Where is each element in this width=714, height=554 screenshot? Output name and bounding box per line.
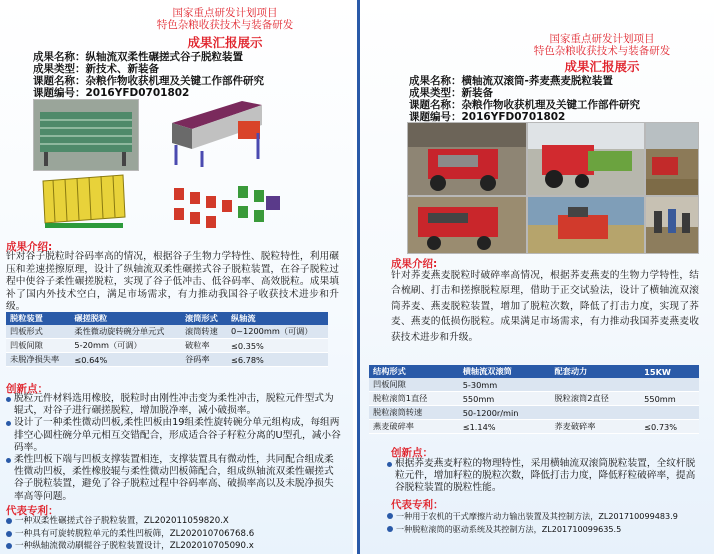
right-photo-people	[645, 196, 699, 254]
left-photo-device	[33, 99, 139, 171]
right-side-bar	[357, 0, 360, 554]
table-row: 脱粒滚筒转速 50-1200r/min	[369, 406, 699, 420]
left-intro-title: 成果介绍:	[6, 241, 53, 253]
right-header-line-1: 国家重点研发计划项目	[549, 33, 655, 45]
list-item: 一种脱粒滚筒的驱动系统及其控制方法，ZL201710099635.5	[387, 523, 678, 536]
left-innov-list	[6, 393, 343, 503]
left-th-2: 碾搓脱粒	[70, 312, 181, 325]
right-header-line-2: 特色杂粮收获技术与装备研发	[533, 45, 671, 57]
right-info	[409, 75, 640, 123]
left-render-concave	[33, 173, 133, 231]
left-header-line-1: 国家重点研发计划项目	[172, 7, 278, 19]
right-photo-machine-3	[407, 196, 527, 254]
left-th-4: 纵轴流	[227, 312, 328, 325]
right-patent-title: 代表专利：	[391, 499, 444, 511]
list-item: 一种具有可旋转脱粒单元的柔性凹板筛，ZL202010706768.6	[6, 528, 254, 541]
bullet-icon	[387, 526, 393, 532]
left-spec-table	[6, 312, 328, 367]
right-title: 成果汇报展示	[564, 59, 640, 74]
right-spec-table	[369, 365, 699, 434]
bullet-icon	[6, 421, 11, 426]
right-photo-machine-2	[527, 122, 645, 196]
right-innov-list	[387, 458, 699, 495]
left-title: 成果汇报展示	[187, 35, 263, 50]
right-header	[522, 33, 682, 57]
right-info-type: 成果类型：新装备	[409, 87, 493, 99]
list-item: 脱粒元件材料选用橡胶，脱粒时由刚性冲击变为柔性冲击，脱粒元件型式为辊式，对谷子进行碾搓脱粒，增加脱净率，减小破损率。	[6, 393, 343, 417]
right-th-4: 15KW	[640, 365, 699, 378]
list-item: 一种用于农机的干式摩擦片动力输出装置及其控制方法，ZL201710099483.9	[387, 510, 678, 523]
left-header	[150, 7, 300, 31]
bullet-icon	[6, 458, 11, 463]
right-info-code: 课题编号：2016YFD0701802	[409, 111, 566, 123]
list-item: 设计了一种柔性微动凹板,柔性凹板由19组柔性旋转碗分单元组构成，每组两排空心圆柱碗分单元相互交错配合，形成适合谷子籽粒分离的U型孔，减小谷码率。	[6, 417, 343, 454]
list-item: 一种纵轴流微动刷辊谷子脱粒装置设计，ZL202010705090.x	[6, 540, 254, 553]
right-info-name: 成果名称：横轴流双滚筒-荞麦燕麦脱粒装置	[409, 75, 613, 87]
left-patent-list	[6, 515, 254, 553]
left-render-rollers	[166, 178, 284, 234]
list-item: 柔性凹板下端与凹板支撑装置相连，支撑装置具有微动性，共同配合组成柔性微动凹板，柔性橡胶辊与柔性微动凹板筛配合，组成纵轴流双柔性碾搓式谷子脱粒装置，避免了谷子脱粒过程中谷码率高、破损率高以及未脱净损失率高等问题。	[6, 454, 343, 503]
left-render-machine	[162, 93, 279, 169]
right-patent-list	[387, 510, 678, 535]
left-innov-title: 创新点：	[6, 383, 48, 395]
bullet-icon	[6, 397, 11, 402]
right-intro-text: 针对荞麦燕麦脱粒时破碎率高情况，根据荞麦燕麦的生物力学特性，结合梳刷、打击和搓擦脱粒原理，借助于正交试验法，设计了横轴流双滚筒荞麦、燕麦脱粒装置，增加了脱粒次数，降低了打击力度，实现了荞麦、燕麦的低损伤脱粒。成果满足市场需求，有力推动我国荞麦燕麦收获技术进步和升级。	[391, 270, 699, 343]
left-info-project: 课题名称：杂粮作物收获机理及关键工作部件研究	[33, 75, 264, 87]
right-info-project: 课题名称：杂粮作物收获机理及关键工作部件研究	[409, 99, 640, 111]
left-info	[33, 51, 264, 99]
right-th-1: 结构形式	[369, 365, 459, 378]
left-th-3: 滚筒形式	[181, 312, 227, 325]
bullet-icon	[6, 531, 12, 537]
bullet-icon	[6, 543, 12, 549]
left-patent-title: 代表专利：	[6, 505, 59, 517]
right-innov-title: 创新点：	[391, 447, 433, 459]
right-th-3: 配套动力	[550, 365, 640, 378]
right-photo-harvest	[527, 196, 645, 254]
table-row: 凹板形式 柔性微动旋转碗分单元式 滚筒转速 0~1200mm（可调）	[6, 325, 328, 339]
list-item: 根据荞麦燕麦籽粒的物理特性，采用横轴流双滚筒脱粒装置，全纹杆脱粒元件，增加籽粒的脱粒次数，降低打击力度，降低籽粒破碎率，提高谷脱粒装置的脱粒性能。	[387, 458, 699, 495]
bullet-icon	[6, 518, 12, 524]
left-info-code: 课题编号：2016YFD0701802	[33, 87, 190, 99]
bullet-icon	[387, 513, 393, 519]
right-photo-field	[645, 122, 699, 196]
left-poster	[0, 0, 353, 554]
right-intro-title: 成果介绍:	[391, 258, 438, 270]
right-th-2: 横轴流双滚筒	[459, 365, 551, 378]
table-row: 未脱净损失率 ≤0.64% 谷码率 ≤6.78%	[6, 353, 328, 367]
right-photo-machine-1	[407, 122, 527, 196]
table-row: 脱粒滚筒1直径 550mm 脱粒滚筒2直径 550mm	[369, 392, 699, 406]
list-item: 一种双柔性碾搓式谷子脱粒装置，ZL202011059820.X	[6, 515, 254, 528]
right-poster	[357, 0, 714, 554]
table-row: 凹板间隙 5-20mm（可调） 破粒率 ≤0.35%	[6, 339, 328, 353]
table-row: 燕麦破碎率 ≤1.14% 荞麦破碎率 ≤0.73%	[369, 420, 699, 434]
left-info-name: 成果名称：纵轴流双柔性碾搓式谷子脱粒装置	[33, 51, 243, 63]
left-info-type: 成果类型：新技术、新装备	[33, 63, 159, 75]
left-header-line-2: 特色杂粮收获技术与装备研发	[156, 19, 294, 31]
bullet-icon	[387, 462, 392, 467]
left-intro-text: 针对谷子脱粒时谷码率高的情况，根据谷子生物力学特性、脱粒特性，利用碾压和差速搓擦原理，设计了纵轴流双柔性碾搓式谷子脱粒装置，在谷子脱粒过程中使谷子柔性碾搓脱粒，实现了谷子低冲击、低谷码率、高效脱粒。成果填补了国内外技术空白，满足市场需求，有力推动我国谷子收获技术进步和升级。	[6, 251, 339, 312]
table-row: 凹板间隙 5-30mm	[369, 378, 699, 392]
left-th-1: 脱粒装置	[6, 312, 70, 325]
